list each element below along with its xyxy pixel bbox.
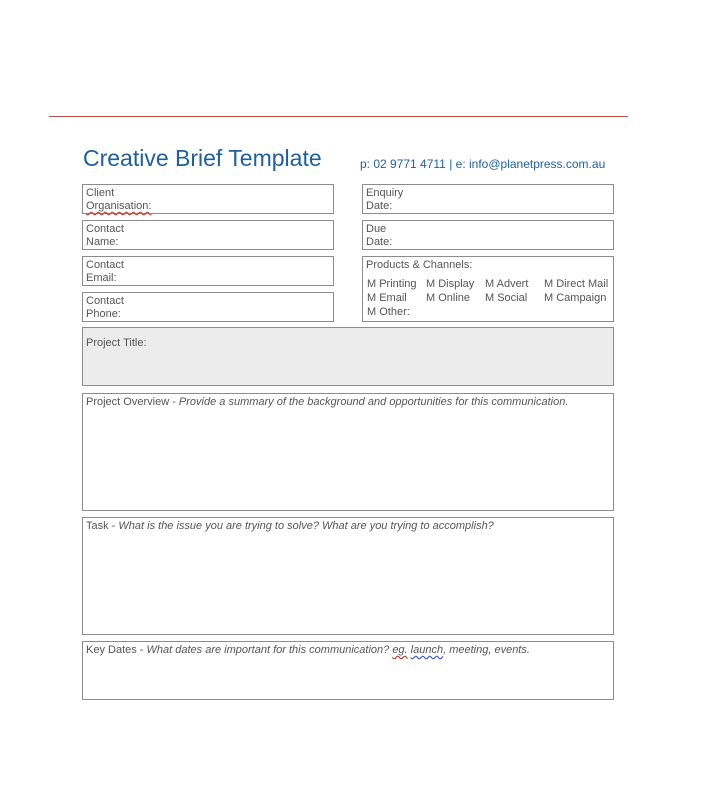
channel-checkbox-direct-mail[interactable]: M Direct Mail bbox=[544, 278, 609, 290]
field-label: Email: bbox=[86, 272, 117, 284]
contact-email-field[interactable] bbox=[82, 256, 334, 286]
channel-checkbox-display[interactable]: M Display bbox=[426, 278, 475, 290]
task-label: Task - bbox=[86, 520, 119, 532]
enquiry-date-field[interactable] bbox=[362, 184, 614, 214]
overview-label: Project Overview - bbox=[86, 396, 179, 408]
client-organisation-field[interactable] bbox=[82, 184, 334, 214]
channel-checkbox-advert[interactable]: M Advert bbox=[485, 278, 529, 290]
contact-phone-field[interactable] bbox=[82, 292, 334, 322]
channel-checkbox-other[interactable]: M Other: bbox=[367, 306, 410, 318]
page-title: Creative Brief Template bbox=[83, 145, 322, 171]
task-hint: What is the issue you are trying to solve? What are you trying to accomplish? bbox=[118, 520, 494, 532]
channel-checkbox-online[interactable]: M Online bbox=[426, 292, 471, 304]
key-dates-hint-text: What dates are important for this communication? bbox=[146, 644, 393, 656]
contact-info: p: 02 9771 4711 | e: info@planetpress.com.au bbox=[360, 157, 606, 171]
channel-checkbox-email[interactable]: M Email bbox=[367, 292, 407, 304]
key-dates-label: Key Dates - bbox=[86, 644, 147, 656]
key-dates-hint-end: , meeting, events. bbox=[443, 644, 530, 656]
field-label: Date: bbox=[366, 236, 393, 248]
field-label: Contact bbox=[86, 259, 124, 271]
project-title-label: Project Title: bbox=[86, 337, 147, 349]
header-rule bbox=[49, 116, 628, 117]
field-label: Date: bbox=[366, 200, 393, 212]
field-label: Organisation: bbox=[86, 200, 152, 212]
channel-checkbox-social[interactable]: M Social bbox=[485, 292, 528, 304]
key-dates-hint bbox=[147, 644, 530, 656]
products-heading: Products & Channels: bbox=[366, 259, 473, 271]
channel-row bbox=[367, 278, 615, 292]
task-field[interactable] bbox=[82, 517, 614, 635]
key-dates-launch: launch bbox=[410, 644, 444, 656]
field-label: Client bbox=[86, 187, 115, 199]
channel-checkbox-printing[interactable]: M Printing bbox=[367, 278, 417, 290]
channel-row bbox=[367, 292, 615, 306]
field-label: Phone: bbox=[86, 308, 121, 320]
field-label: Name: bbox=[86, 236, 119, 248]
key-dates-field[interactable] bbox=[82, 641, 614, 700]
field-label: Due bbox=[366, 223, 387, 235]
field-label: Enquiry bbox=[366, 187, 404, 199]
due-date-field[interactable] bbox=[362, 220, 614, 250]
channel-row bbox=[367, 306, 615, 320]
contact-name-field[interactable] bbox=[82, 220, 334, 250]
project-overview-field[interactable] bbox=[82, 393, 614, 511]
project-title-field[interactable] bbox=[82, 327, 614, 386]
overview-hint: Provide a summary of the background and opportunities for this communication. bbox=[178, 396, 569, 408]
key-dates-eg: eg. bbox=[392, 644, 408, 656]
channel-checkbox-campaign[interactable]: M Campaign bbox=[544, 292, 607, 304]
channel-options bbox=[367, 278, 615, 320]
products-channels-box bbox=[362, 256, 614, 322]
field-label: Contact bbox=[86, 223, 124, 235]
field-label: Contact bbox=[86, 295, 124, 307]
